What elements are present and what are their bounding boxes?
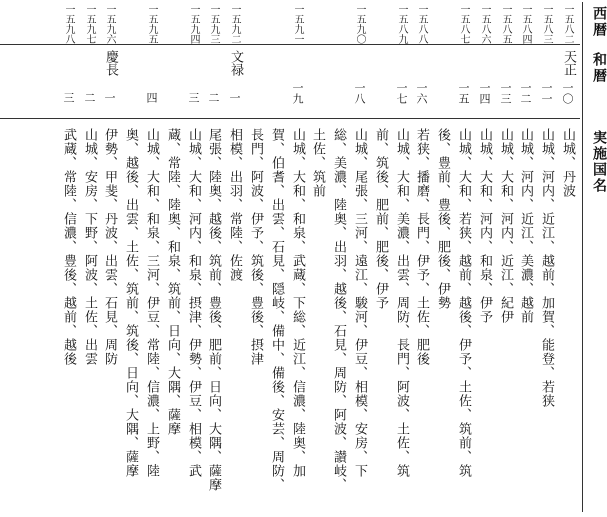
western-year: 一五八五 [500, 4, 511, 44]
province-list: 伊勢、甲斐、丹波、出雲、石見、周防 [102, 128, 117, 366]
era-year: 二 [207, 92, 220, 103]
province-list: 山城、大和、河内、近江、紀伊 [498, 128, 513, 324]
province-list: 尾張、陸奥、越後、筑前、豊後、肥前、日向、大隅、薩摩 [206, 128, 221, 492]
province-list: 山城、河内、近江、越前、加賀、能登、若狭 [539, 128, 554, 408]
province-list: 奥、越後、出雲、土佐、筑前、筑後、日向、大隅、薩摩 [123, 128, 138, 478]
province-list: 山城、大和、和泉、武蔵、下総、近江、信濃、陸奥、加 [290, 128, 305, 478]
province-list: 山城、河内、近江、美濃、越前 [518, 128, 533, 324]
rule-top [0, 44, 580, 45]
western-year: 一五八四 [520, 4, 531, 44]
era-year: 一一 [540, 82, 553, 104]
era-name: 文禄 [228, 50, 243, 76]
era-year: 一二 [519, 82, 532, 104]
era-year: 三 [187, 92, 200, 103]
era-name: 慶長 [103, 50, 118, 76]
era-year: 一九 [291, 82, 304, 104]
western-year: 一五九〇 [354, 4, 365, 44]
western-year: 一五八八 [416, 4, 427, 44]
province-list: 後、豊前、豊後、肥後、伊勢 [435, 128, 450, 310]
era-year: 三 [62, 92, 75, 103]
province-list: 山城、安房、下野、阿波、土佐、出雲 [82, 128, 97, 366]
era-year: 一五 [457, 82, 470, 104]
province-list: 山城、大和、河内、和泉、伊予 [477, 128, 492, 324]
era-year: 一八 [353, 82, 366, 104]
era-year: 四 [145, 92, 158, 103]
era-name: 天正 [561, 50, 576, 76]
province-list: 山城、大和、和泉、三河、伊豆、常陸、信濃、上野、陸 [144, 128, 159, 478]
western-year: 一五八二 [562, 4, 573, 44]
province-list: 賀、伯耆、出雲、石見、隠岐、備中、備後、安芸、周防、 [269, 128, 284, 492]
western-year: 一五九六 [104, 4, 115, 44]
era-year: 一七 [395, 82, 408, 104]
western-year: 一五九五 [146, 4, 157, 44]
province-list: 山城、尾張、三河、遠江、駿河、伊豆、相模、安房、下 [352, 128, 367, 478]
era-year: 一四 [478, 82, 491, 104]
western-year: 一五九四 [188, 4, 199, 44]
header-japanese-year: 和暦 [591, 52, 607, 84]
western-year: 一五九一 [292, 4, 303, 44]
western-year: 一五八六 [479, 4, 490, 44]
era-year: 一〇 [561, 82, 574, 104]
era-year: 一三 [499, 82, 512, 104]
province-list: 山城、大和、美濃、出雲、周防、長門、阿波、土佐、筑 [394, 128, 409, 478]
era-year: 一六 [415, 82, 428, 104]
western-year: 一五九二 [229, 4, 240, 44]
western-year: 一五八九 [396, 4, 407, 44]
province-list: 長門、阿波、伊予、筑後、豊後、摂津 [248, 128, 263, 366]
western-year: 一五九八 [63, 4, 74, 44]
province-list: 若狭、播磨、長門、伊予、土佐、肥後 [414, 128, 429, 366]
era-year: 二 [83, 92, 96, 103]
western-year: 一五八三 [541, 4, 552, 44]
province-list: 蔵、常陸、陸奥、和泉、筑前、日向、大隅、薩摩 [165, 128, 180, 436]
era-year: 一 [228, 92, 241, 103]
province-list: 相模、出羽、常陸、佐渡 [227, 128, 242, 282]
header-western-year: 西暦 [591, 6, 607, 38]
era-year: 一 [103, 92, 116, 103]
rule-mid [0, 118, 580, 119]
province-list: 山城、丹波 [560, 128, 575, 198]
western-year: 一五八七 [458, 4, 469, 44]
province-list: 総、美濃、陸奥、出羽、越後、石見、周防、阿波、讃岐、 [331, 128, 346, 492]
province-list: 前、筑後、肥前、肥後、伊予 [373, 128, 388, 310]
province-list: 山城、大和、河内、和泉、摂津、伊勢、伊豆、相模、武 [186, 128, 201, 478]
western-year: 一五九三 [208, 4, 219, 44]
province-list: 山城、大和、若狭、越前、越後、伊予、土佐、筑前、筑 [456, 128, 471, 478]
header-provinces: 実施国名 [591, 130, 607, 194]
province-list: 武蔵、常陸、信濃、豊後、越前、越後 [61, 128, 76, 366]
header-separator [582, 2, 583, 512]
province-list: 土佐、筑前 [310, 128, 325, 198]
western-year: 一五九七 [84, 4, 95, 44]
